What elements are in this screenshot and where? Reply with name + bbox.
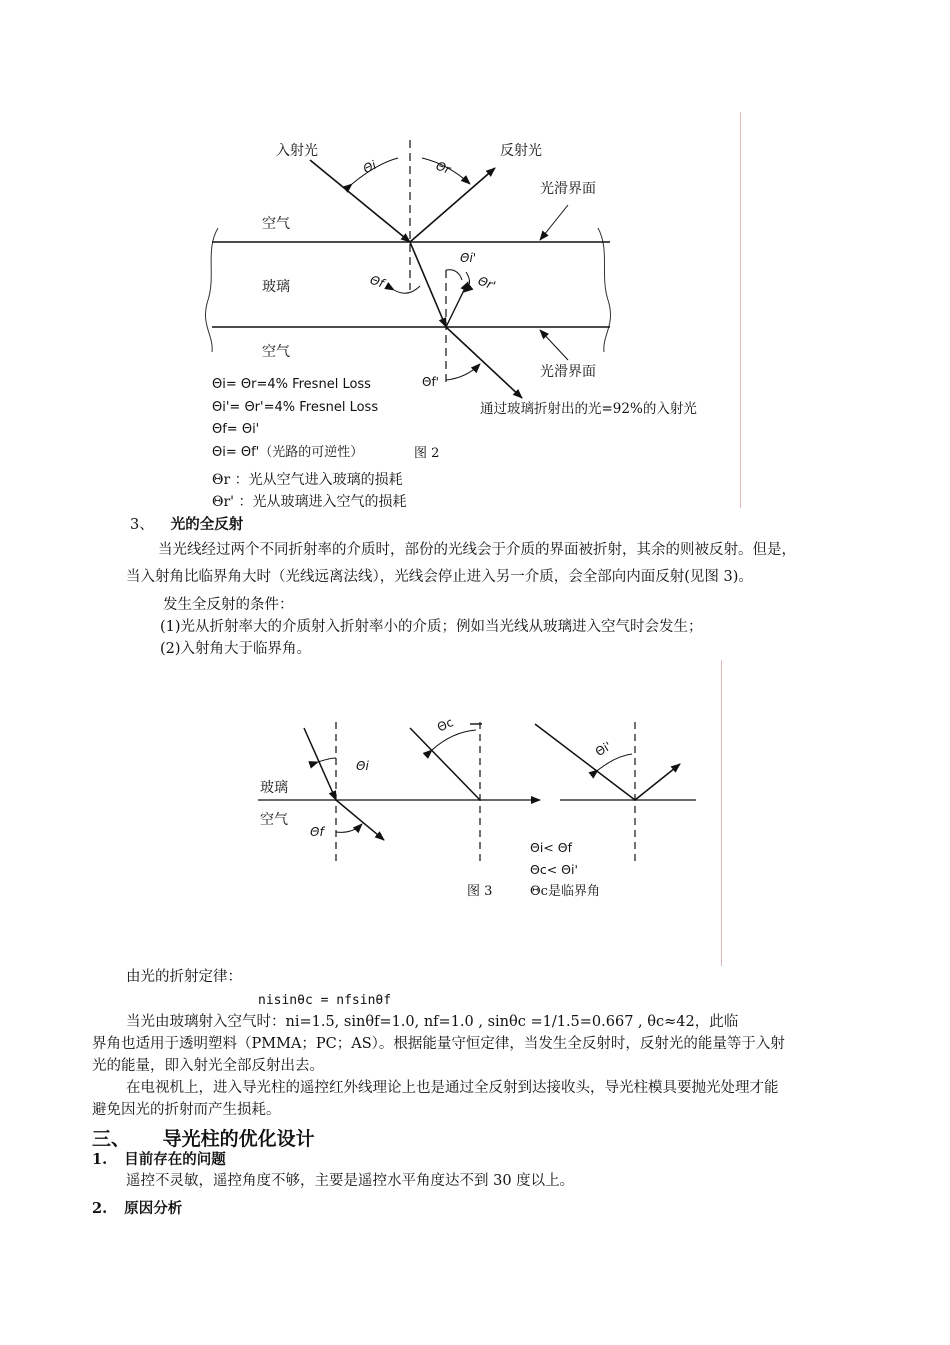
- slab-right-edge: [598, 228, 610, 352]
- equation-2: Θi'= Θr'=4% Fresnel Loss: [212, 400, 379, 415]
- smooth-interface-bottom-label: 光滑界面: [540, 364, 596, 380]
- para2-line2: 界角也适用于透明塑料（PMMA；PC；AS）。根据能量守恒定律，当发生全反射时，反射光的能量等于入射: [92, 1036, 785, 1052]
- section-3-title: 光的全反射: [170, 516, 244, 533]
- fig3-angle-f: Θf: [310, 825, 324, 839]
- internal-reflect-ray: [446, 282, 468, 327]
- leader-bottom-interface: [540, 330, 568, 360]
- glass-label: 玻璃: [262, 279, 290, 295]
- item-1-heading: [92, 1150, 226, 1169]
- figure-3-caption: 图 3: [467, 884, 493, 899]
- air-top-label: 空气: [262, 216, 290, 232]
- fig3-ray3-reflected: [635, 764, 680, 800]
- part-3-heading: [92, 1124, 315, 1151]
- fig3-ray1-refracted: [336, 800, 384, 840]
- figure-3-border: [721, 660, 722, 966]
- item-1-title: 目前存在的问题: [124, 1151, 226, 1168]
- part-3-number: 三、: [92, 1128, 131, 1150]
- reflected-light-label: 反射光: [500, 143, 542, 159]
- law-intro: 由光的折射定律：: [126, 969, 242, 985]
- fig3-ray2-incident: [410, 728, 480, 800]
- item-1-number: 1.: [92, 1151, 108, 1168]
- para3-line2: 避免因光的折射而产生损耗。: [92, 1102, 281, 1118]
- equation-3: Θf= Θi': [212, 422, 260, 437]
- para2-line1-text: 当光由玻璃射入空气时：ni=1.5, sinθf=1.0, nf=1.0 , sinθc =1/1.5=0.667 , θc≈42，此临: [126, 1014, 739, 1030]
- incident-ray: [310, 160, 410, 242]
- angle-f-label: Θf: [368, 272, 386, 291]
- slab-left-edge: [206, 228, 218, 352]
- fig3-arc-i: [318, 758, 336, 762]
- arc-theta-i-prime: [446, 270, 462, 280]
- angle-r-prime-label: Θr': [476, 273, 498, 293]
- reflected-ray: [410, 168, 495, 242]
- condition-2: (2)入射角大于临界角。: [160, 641, 312, 657]
- exit-light-label: 通过玻璃折射出的光=92%的入射光: [480, 401, 697, 417]
- para2-line1: [126, 1013, 738, 1032]
- fig3-arc-c: [432, 730, 476, 750]
- exit-ray: [446, 327, 522, 398]
- figure-2-diagram: [0, 0, 950, 520]
- arc-theta-f: [394, 286, 420, 293]
- fig3-arc-f: [336, 824, 362, 832]
- condition-1: (1)光从折射率大的介质射入折射率小的介质；例如当光线从玻璃进入空气时会发生；: [160, 619, 703, 635]
- equation-1: Θi= Θr=4% Fresnel Loss: [212, 377, 371, 392]
- conditions-title: 发生全反射的条件：: [163, 597, 294, 613]
- fig3-relation-1: Θi< Θf: [530, 840, 572, 855]
- fig3-angle-i-prime: Θi': [592, 738, 614, 760]
- arc-theta-f-prime: [446, 364, 480, 380]
- item-2-title: 原因分析: [124, 1200, 183, 1217]
- law-formula: nisinθc = nfsinθf: [258, 993, 392, 1008]
- para2-line3: 光的能量，即入射光全部反射出去。: [92, 1058, 324, 1074]
- note-theta-r: Θr ：光从空气进入玻璃的损耗: [212, 472, 403, 488]
- fig3-critical-note: Θc是临界角: [530, 884, 600, 899]
- fig3-angle-i: Θi: [356, 759, 369, 773]
- angle-i-label: Θi: [360, 158, 379, 177]
- angle-f-prime-label: Θf': [422, 375, 439, 389]
- fig3-ray1-incident: [304, 728, 336, 800]
- incident-light-label: 入射光: [276, 143, 318, 159]
- part-3-title: 导光柱的优化设计: [162, 1128, 315, 1150]
- smooth-interface-top-label: 光滑界面: [540, 181, 596, 197]
- angle-r-label: Θr: [434, 158, 453, 177]
- fig3-glass-label: 玻璃: [260, 780, 288, 796]
- fig3-air-label: 空气: [260, 812, 288, 828]
- angle-i-prime-label: Θi': [460, 251, 477, 265]
- air-bottom-label: 空气: [262, 344, 290, 360]
- fig3-angle-c: Θc: [434, 715, 456, 735]
- figure-3-diagram: [0, 660, 950, 950]
- section-3-heading: [130, 515, 243, 535]
- fig3-relation-2: Θc< Θi': [530, 862, 578, 877]
- item-1-text: 遥控不灵敏，遥控角度不够，主要是遥控水平角度达不到 30 度以上。: [126, 1173, 575, 1189]
- equation-4: Θi= Θf'（光路的可逆性）: [212, 445, 364, 460]
- item-2-number: 2.: [92, 1200, 108, 1217]
- figure-2-border: [740, 112, 741, 508]
- figure-2-caption: 图 2: [414, 446, 440, 461]
- para1-line2: 当入射角比临界角大时（光线远离法线），光线会停止进入另一介质，会全部向内面反射(见图 3)。: [126, 569, 753, 585]
- para3-line1: 在电视机上，进入导光柱的遥控红外线理论上也是通过全反射到达接收头，导光柱模具要抛光处理才能: [126, 1080, 779, 1096]
- refracted-ray: [410, 242, 446, 327]
- para1-line1: 当光线经过两个不同折射率的介质时，部份的光线会于介质的界面被折射，其余的则被反射。但是，: [158, 542, 796, 558]
- section-3-number: 3、: [130, 517, 154, 533]
- fig3-ray3-incident: [535, 724, 635, 800]
- item-2-heading: [92, 1199, 182, 1218]
- note-theta-r-prime: Θr' ：光从玻璃进入空气的损耗: [212, 494, 407, 510]
- leader-top-interface: [540, 205, 568, 240]
